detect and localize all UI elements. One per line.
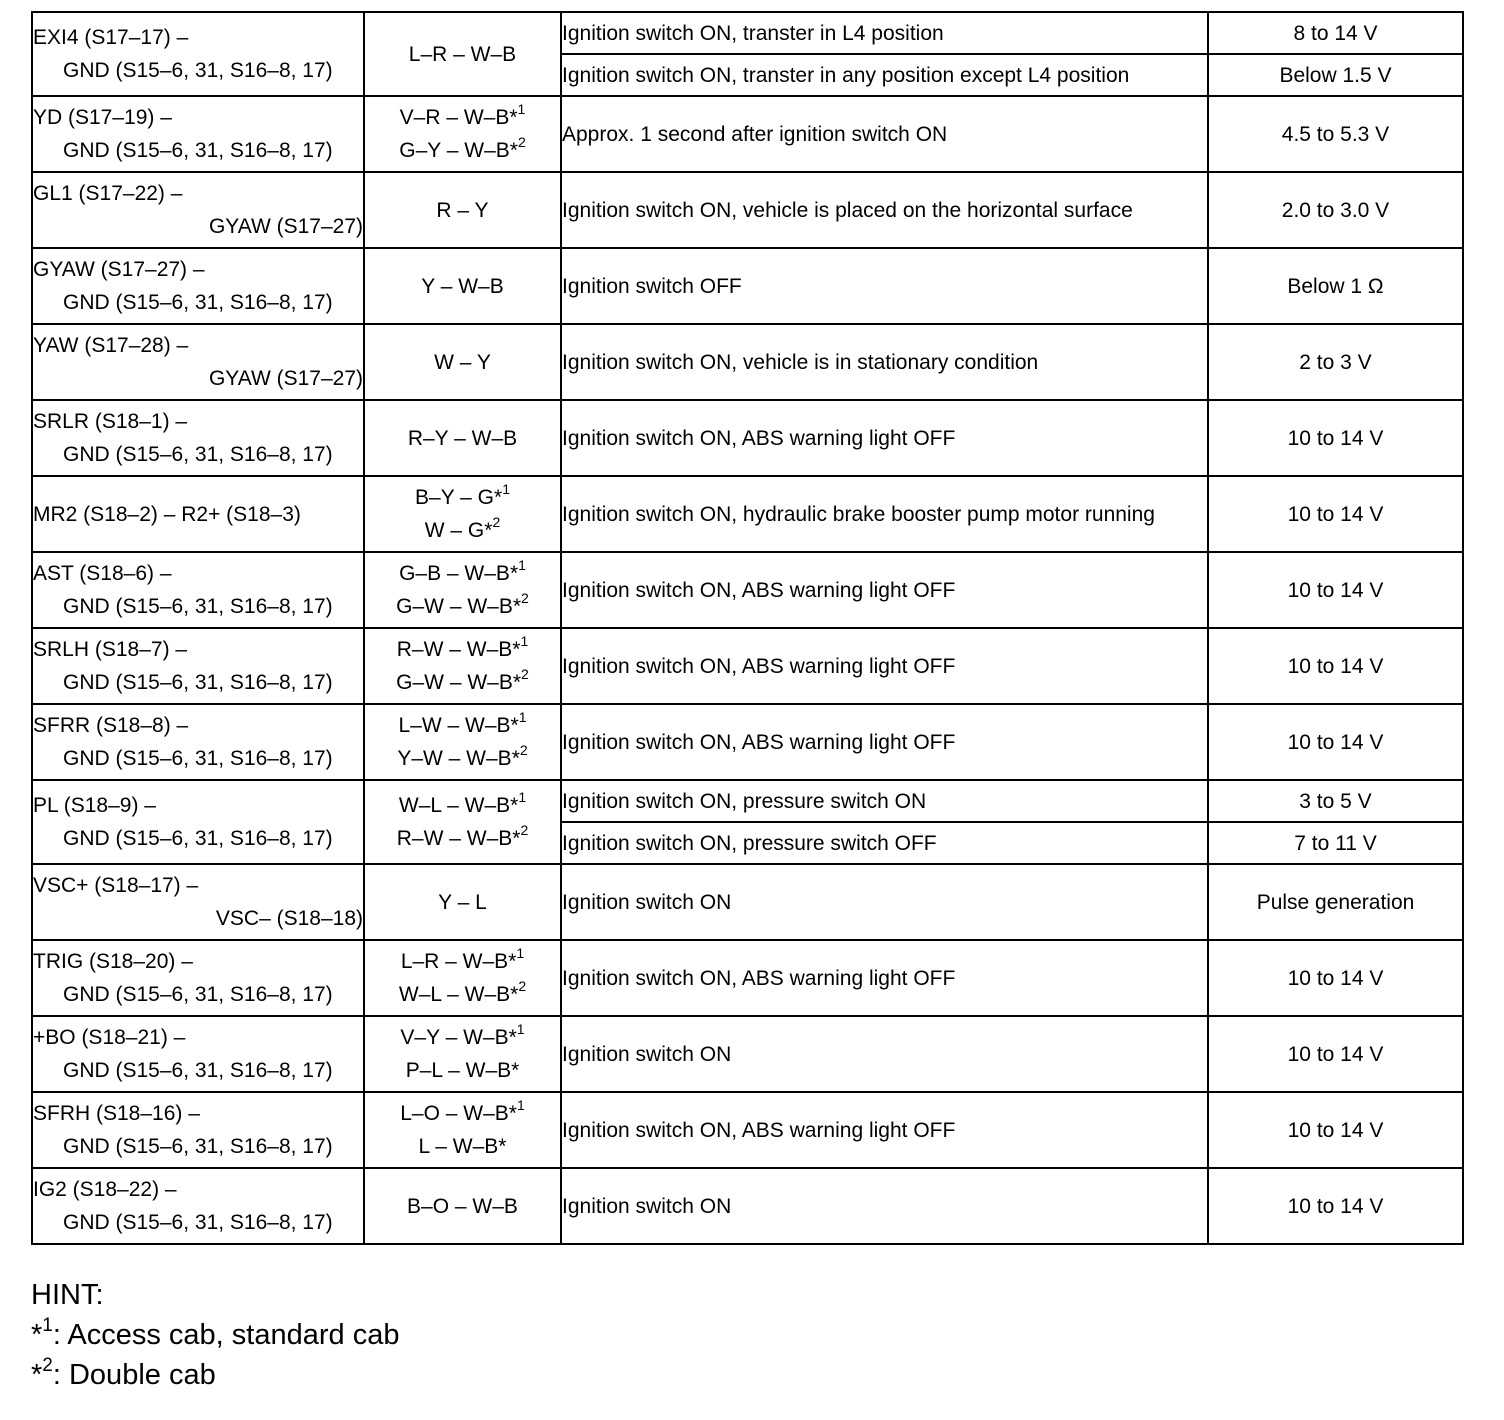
terminal-cell xyxy=(32,96,364,172)
terminal-line: GND (S15–6, 31, S16–8, 17) xyxy=(63,1135,333,1158)
table-row xyxy=(32,628,1463,704)
condition-cell: Ignition switch OFF xyxy=(561,248,1208,324)
wiring-color-cell xyxy=(364,172,561,248)
table-row xyxy=(32,864,1463,940)
wiring-color-line: Y – L xyxy=(438,890,487,914)
terminal-cell xyxy=(32,704,364,780)
terminal-line: EXI4 (S17–17) – xyxy=(33,26,189,49)
terminal-line: AST (S18–6) – xyxy=(33,562,172,585)
table-row xyxy=(32,400,1463,476)
wiring-color-cell xyxy=(364,1168,561,1244)
specified-condition-cell: Below 1.5 V xyxy=(1208,54,1463,96)
table-row xyxy=(32,172,1463,248)
wiring-color-line: L–W – W–B*$^1$ xyxy=(398,709,527,737)
wiring-color-line: W–L – W–B*$^2$ xyxy=(398,978,527,1006)
terminal-line: GND (S15–6, 31, S16–8, 17) xyxy=(63,671,333,694)
wiring-color-line: W – G*$^2$ xyxy=(424,514,501,542)
terminal-cell xyxy=(32,628,364,704)
specified-condition-cell: 10 to 14 V xyxy=(1208,704,1463,780)
wiring-color-line: L – W–B* xyxy=(418,1135,507,1158)
condition-cell: Ignition switch ON, transter in L4 position xyxy=(561,12,1208,54)
terminal-cell xyxy=(32,476,364,552)
condition-cell: Ignition switch ON, pressure switch ON xyxy=(561,780,1208,822)
specified-condition-cell: 10 to 14 V xyxy=(1208,552,1463,628)
table-row xyxy=(32,1168,1463,1244)
wiring-color-line: R – Y xyxy=(436,198,489,222)
wiring-color-line: V–R – W–B*$^1$ xyxy=(399,101,526,129)
wiring-color-cell xyxy=(364,324,561,400)
condition-cell: Ignition switch ON xyxy=(561,1168,1208,1244)
specified-condition-cell: 10 to 14 V xyxy=(1208,1016,1463,1092)
wiring-color-cell xyxy=(364,248,561,324)
terminal-line: IG2 (S18–22) – xyxy=(33,1178,177,1201)
condition-cell: Ignition switch ON, ABS warning light OFF xyxy=(561,1092,1208,1168)
footnote-marker: 1 xyxy=(502,481,510,497)
specified-condition-cell: 3 to 5 V xyxy=(1208,780,1463,822)
table-row xyxy=(32,96,1463,172)
footnote-marker: 2 xyxy=(521,590,529,606)
wiring-color-line: L–R – W–B xyxy=(408,42,517,66)
terminal-cell xyxy=(32,1092,364,1168)
wiring-color-cell xyxy=(364,96,561,172)
footnote-marker: 2 xyxy=(521,666,529,682)
condition-cell: Ignition switch ON, transter in any position except L4 position xyxy=(561,54,1208,96)
specified-condition-cell: 7 to 11 V xyxy=(1208,822,1463,864)
specified-condition-cell: 10 to 14 V xyxy=(1208,628,1463,704)
terminal-line: GND (S15–6, 31, S16–8, 17) xyxy=(63,139,333,162)
wiring-color-cell xyxy=(364,780,561,864)
terminal-line: TRIG (S18–20) – xyxy=(33,950,193,973)
footnote-marker: 2 xyxy=(492,514,501,530)
wiring-color-line: G–W – W–B*$^2$ xyxy=(396,666,529,694)
wiring-color-cell xyxy=(364,628,561,704)
footnote-marker: 1 xyxy=(518,709,527,725)
terminal-line: PL (S18–9) – xyxy=(33,794,156,817)
condition-cell: Ignition switch ON, ABS warning light OFF xyxy=(561,400,1208,476)
footnote-marker: 2 xyxy=(517,134,526,150)
wiring-color-cell xyxy=(364,1016,561,1092)
terminal-cell xyxy=(32,864,364,940)
wiring-color-cell xyxy=(364,12,561,96)
wiring-color-line: G–W – W–B*$^2$ xyxy=(396,590,529,618)
wiring-color-cell xyxy=(364,940,561,1016)
specified-condition-cell: 2.0 to 3.0 V xyxy=(1208,172,1463,248)
table-row xyxy=(32,12,1463,54)
specified-condition-cell: Pulse generation xyxy=(1208,864,1463,940)
hint-note-2: *$^2$: Double cab xyxy=(31,1355,216,1391)
terminal-cell xyxy=(32,400,364,476)
terminal-line: GYAW (S17–27) xyxy=(208,215,363,238)
condition-cell: Ignition switch ON, ABS warning light OFF xyxy=(561,552,1208,628)
terminal-line: GND (S15–6, 31, S16–8, 17) xyxy=(63,443,333,466)
footnote-marker: 1 xyxy=(520,633,529,649)
condition-cell: Ignition switch ON, vehicle is placed on the horizontal surface xyxy=(561,172,1208,248)
wiring-color-cell xyxy=(364,1092,561,1168)
terminal-line: GND (S15–6, 31, S16–8, 17) xyxy=(63,827,333,850)
terminal-line: +BO (S18–21) – xyxy=(33,1026,186,1049)
specified-condition-cell: Below 1 Ω xyxy=(1208,248,1463,324)
table-row xyxy=(32,704,1463,780)
terminal-line: GND (S15–6, 31, S16–8, 17) xyxy=(63,595,333,618)
terminal-line: SFRH (S18–16) – xyxy=(33,1102,200,1125)
hint-note-1: *$^1$: Access cab, standard cab xyxy=(31,1315,400,1351)
terminal-line: GND (S15–6, 31, S16–8, 17) xyxy=(63,59,333,82)
footnote-marker: 1 xyxy=(516,1097,525,1113)
terminal-line: YAW (S17–28) – xyxy=(33,334,189,357)
terminal-cell xyxy=(32,552,364,628)
footnote-marker: 1 xyxy=(516,1021,525,1037)
wiring-color-line: V–Y – W–B*$^1$ xyxy=(400,1021,525,1049)
condition-cell: Ignition switch ON, ABS warning light OFF xyxy=(561,628,1208,704)
footnote-marker: 2 xyxy=(520,822,529,838)
specified-condition-cell: 10 to 14 V xyxy=(1208,940,1463,1016)
footnote-marker: 1 xyxy=(517,101,526,117)
condition-cell: Ignition switch ON, hydraulic brake booster pump motor running xyxy=(561,476,1208,552)
terminal-line: SRLR (S18–1) – xyxy=(33,410,188,433)
terminal-cell xyxy=(32,324,364,400)
terminal-line: GND (S15–6, 31, S16–8, 17) xyxy=(63,747,333,770)
wiring-color-cell xyxy=(364,476,561,552)
specified-condition-cell: 10 to 14 V xyxy=(1208,476,1463,552)
terminal-cell xyxy=(32,1168,364,1244)
table-row xyxy=(32,476,1463,552)
wiring-color-cell xyxy=(364,400,561,476)
wiring-color-line: W – Y xyxy=(434,350,491,374)
specified-condition-cell: 10 to 14 V xyxy=(1208,400,1463,476)
footnote-marker: 1 xyxy=(518,789,527,805)
table-row xyxy=(32,940,1463,1016)
wiring-color-cell xyxy=(364,704,561,780)
terminal-line: GYAW (S17–27) xyxy=(208,367,363,390)
terminal-cell xyxy=(32,248,364,324)
terminal-cell xyxy=(32,780,364,864)
condition-cell: Ignition switch ON, ABS warning light OFF xyxy=(561,704,1208,780)
terminal-line: YD (S17–19) – xyxy=(33,106,172,129)
footnote-marker: 2 xyxy=(518,978,527,994)
specified-condition-cell: 2 to 3 V xyxy=(1208,324,1463,400)
terminal-line: GL1 (S17–22) – xyxy=(33,182,183,205)
footnote-marker: 2 xyxy=(519,742,528,758)
footnote-marker: 1 xyxy=(518,557,526,573)
terminal-line: GND (S15–6, 31, S16–8, 17) xyxy=(63,291,333,314)
wiring-color-line: G–B – W–B*$^1$ xyxy=(399,557,526,585)
hint-section xyxy=(31,1275,399,1395)
wiring-color-line: Y–W – W–B*$^2$ xyxy=(397,742,528,770)
wiring-color-line: P–L – W–B* xyxy=(405,1059,520,1082)
specified-condition-cell: 4.5 to 5.3 V xyxy=(1208,96,1463,172)
terminal-line: SFRR (S18–8) – xyxy=(33,714,189,737)
table-row xyxy=(32,552,1463,628)
wiring-color-cell xyxy=(364,864,561,940)
terminal-line: VSC+ (S18–17) – xyxy=(33,874,199,897)
wiring-color-line: L–R – W–B*$^1$ xyxy=(400,945,525,973)
condition-cell: Ignition switch ON xyxy=(561,864,1208,940)
terminal-line: GND (S15–6, 31, S16–8, 17) xyxy=(63,1059,333,1082)
terminal-line: MR2 (S18–2) – R2+ (S18–3) xyxy=(33,502,301,526)
terminal-line: SRLH (S18–7) – xyxy=(33,638,188,661)
specified-condition-cell: 8 to 14 V xyxy=(1208,12,1463,54)
wiring-color-cell xyxy=(364,552,561,628)
terminal-line: GYAW (S17–27) – xyxy=(33,258,205,281)
wiring-color-line: G–Y – W–B*$^2$ xyxy=(399,134,526,162)
condition-cell: Ignition switch ON, pressure switch OFF xyxy=(561,822,1208,864)
terminal-cell xyxy=(32,12,364,96)
condition-cell: Approx. 1 second after ignition switch ON xyxy=(561,96,1208,172)
terminal-line: GND (S15–6, 31, S16–8, 17) xyxy=(63,983,333,1006)
table-row xyxy=(32,780,1463,822)
table-row xyxy=(32,324,1463,400)
terminal-cell xyxy=(32,1016,364,1092)
wiring-color-line: R–W – W–B*$^2$ xyxy=(396,822,529,850)
condition-cell: Ignition switch ON xyxy=(561,1016,1208,1092)
table-row xyxy=(32,1092,1463,1168)
footnote-marker: 1 xyxy=(516,945,525,961)
wiring-color-line: L–O – W–B*$^1$ xyxy=(400,1097,525,1125)
terminal-line: VSC– (S18–18) xyxy=(215,907,363,930)
condition-cell: Ignition switch ON, vehicle is in stationary condition xyxy=(561,324,1208,400)
terminal-voltage-table xyxy=(31,11,1464,1245)
specified-condition-cell: 10 to 14 V xyxy=(1208,1092,1463,1168)
wiring-color-line: B–Y – G*$^1$ xyxy=(415,481,510,509)
terminal-line: GND (S15–6, 31, S16–8, 17) xyxy=(63,1211,333,1234)
table-row xyxy=(32,248,1463,324)
wiring-color-line: R–Y – W–B xyxy=(407,426,518,450)
terminal-cell xyxy=(32,940,364,1016)
wiring-color-line: W–L – W–B*$^1$ xyxy=(398,789,527,817)
table-row xyxy=(32,1016,1463,1092)
hint-title: HINT: xyxy=(31,1279,104,1311)
wiring-color-line: B–O – W–B xyxy=(407,1194,518,1218)
condition-cell: Ignition switch ON, ABS warning light OFF xyxy=(561,940,1208,1016)
specified-condition-cell: 10 to 14 V xyxy=(1208,1168,1463,1244)
wiring-color-line: Y – W–B xyxy=(421,274,504,298)
terminal-cell xyxy=(32,172,364,248)
wiring-color-line: R–W – W–B*$^1$ xyxy=(396,633,529,661)
